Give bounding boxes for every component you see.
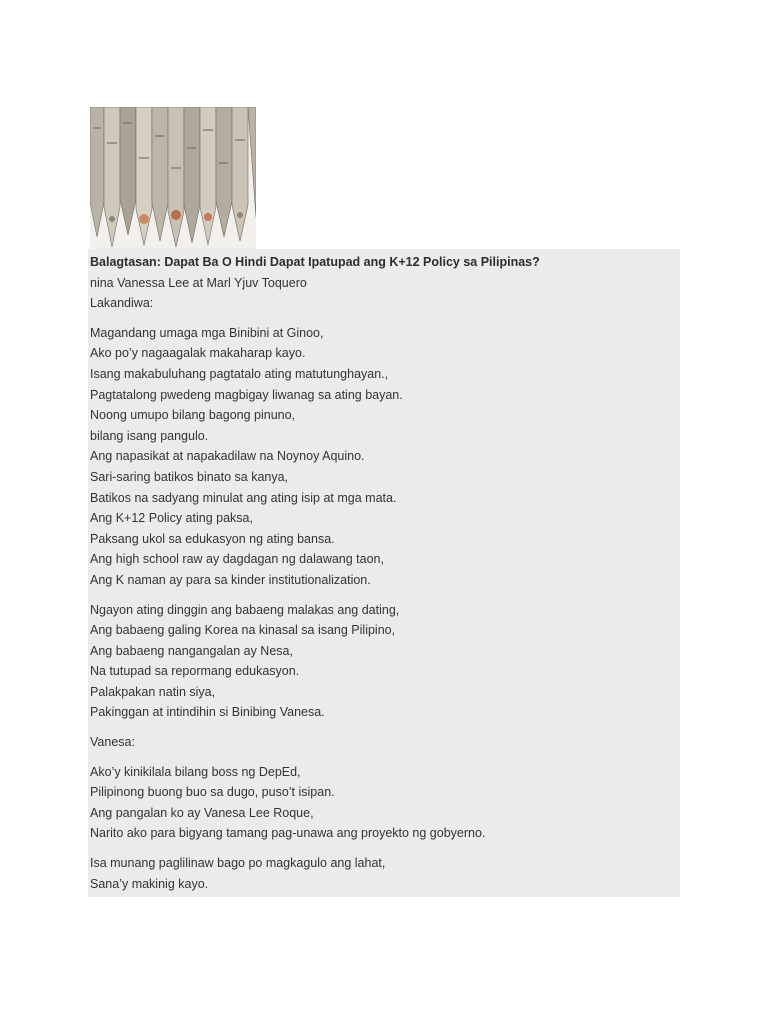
poem-line: Batikos na sadyang minulat ang ating isip at mga mata.: [90, 490, 397, 505]
poem-line: Pakinggan at intindihin si Binibing Vanesa.: [90, 705, 325, 720]
poem-line: Sana’y makinig kayo.: [90, 876, 209, 891]
poem-line: Ang pangalan ko ay Vanesa Lee Roque,: [90, 805, 314, 820]
poem-line: Isa munang paglilinaw bago po magkagulo ang lahat,: [90, 856, 386, 871]
poem-line: Ang babaeng galing Korea na kinasal sa isang Pilipino,: [90, 623, 396, 638]
poem-line: Ako’y kinikilala bilang boss ng DepEd,: [90, 764, 301, 779]
poem-line: Sari-saring batikos binato sa kanya,: [90, 469, 289, 484]
poem-line: Ang K naman ay para sa kinder institutionalization.: [90, 572, 371, 587]
stanza-3: [90, 762, 680, 844]
poem-line: Noong umupo bilang bagong pinuno,: [90, 408, 296, 423]
poem-line: Pilipinong buong buo sa dugo, puso’t isipan.: [90, 785, 335, 800]
poem-title: Balagtasan: Dapat Ba O Hindi Dapat Ipatupad ang K+12 Policy sa Pilipinas?: [90, 255, 540, 269]
speaker-block: [90, 732, 680, 753]
poem-line: bilang isang pangulo.: [90, 428, 209, 443]
poem-line: Ang high school raw ay dagdagan ng dalawang taon,: [90, 552, 384, 567]
poem-content: [88, 249, 680, 897]
poem-line: Ngayon ating dinggin ang babaeng malakas ang dating,: [90, 602, 400, 617]
poem-line: Ang K+12 Policy ating paksa,: [90, 511, 253, 526]
poem-line: Magandang umaga mga Binibini at Ginoo,: [90, 325, 324, 340]
poem-line: Ako po’y nagaagalak makaharap kayo.: [90, 346, 306, 361]
poem-authors: nina Vanessa Lee at Marl Yjuv Toquero: [90, 275, 307, 290]
poem-line: Palakpakan natin siya,: [90, 684, 216, 699]
stanza-1: [90, 323, 680, 591]
stanza-4: [90, 853, 680, 894]
poem-line: Ang babaeng nangangalan ay Nesa,: [90, 643, 293, 658]
poem-line: Isang makabuluhang pagtatalo ating matutunghayan.,: [90, 366, 389, 381]
speaker-label: Lakandiwa:: [90, 296, 154, 311]
speaker-label: Vanesa:: [90, 735, 135, 750]
poem-line: Narito ako para bigyang tamang pag-unawa ang proyekto ng gobyerno.: [90, 826, 486, 841]
poem-line: Pagtatalong pwedeng magbigay liwanag sa ating bayan.: [90, 387, 403, 402]
poem-line: Ang napasikat at napakadilaw na Noynoy Aquino.: [90, 449, 365, 464]
stanza-2: [90, 600, 680, 724]
poem-line: Paksang ukol sa edukasyon ng ating bansa.: [90, 531, 335, 546]
poem-line: Na tutupad sa repormang edukasyon.: [90, 664, 300, 679]
newspaper-pencils-image: [90, 107, 256, 249]
